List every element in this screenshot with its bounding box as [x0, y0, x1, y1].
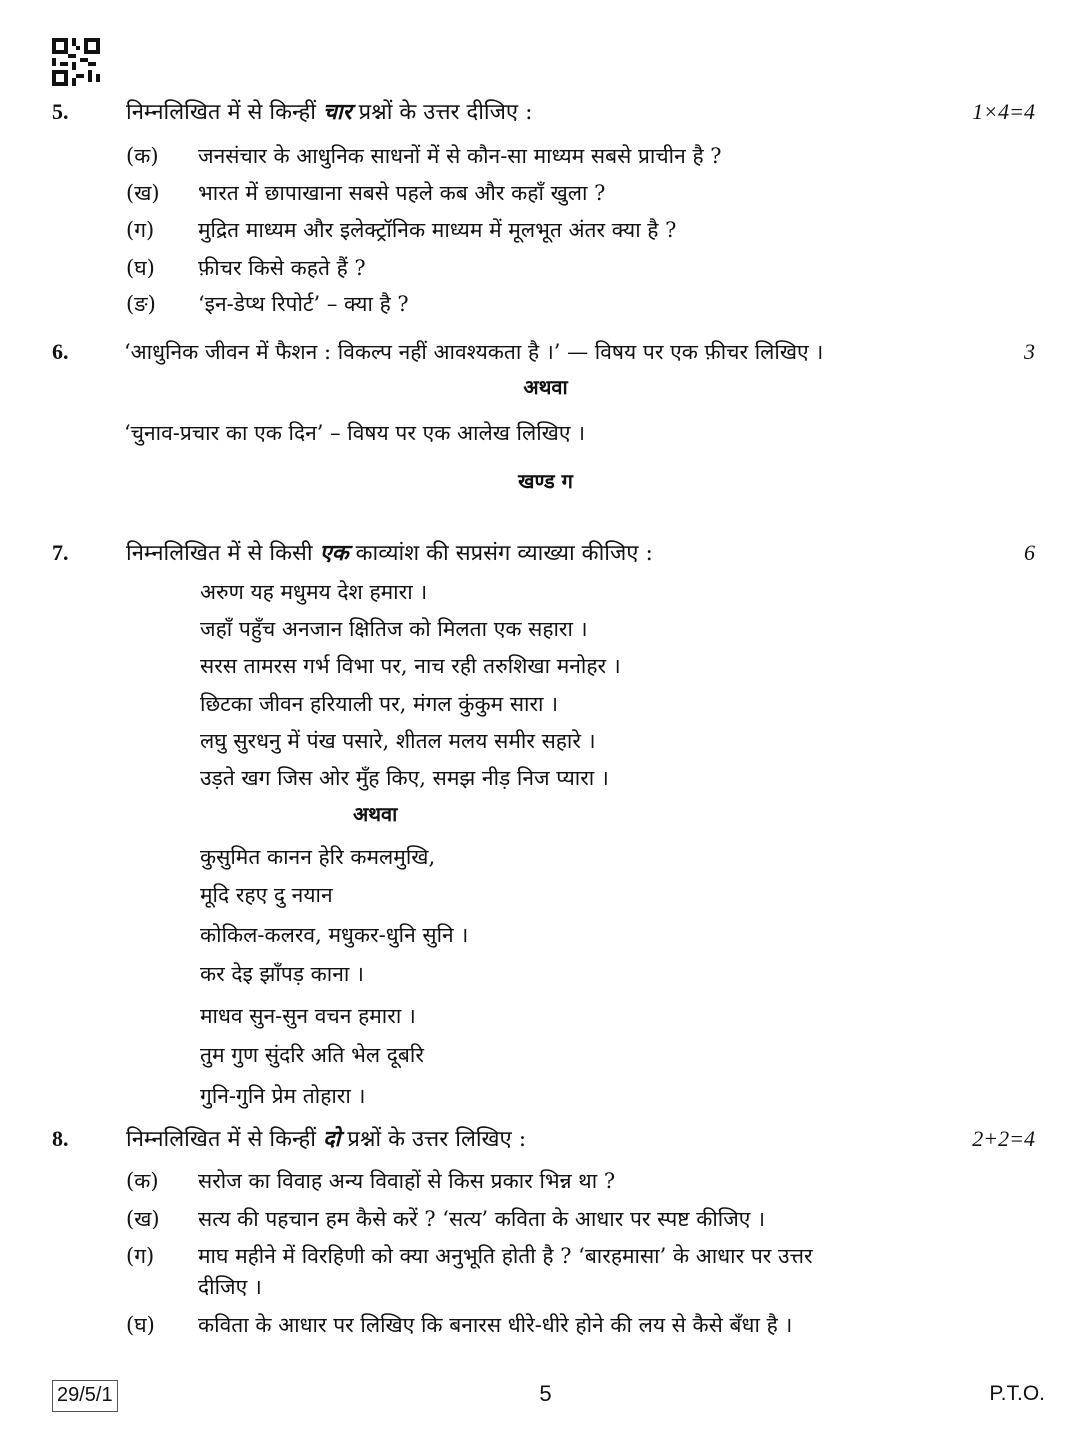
q8-option-label: (ख)	[126, 1207, 160, 1231]
q6-alt-text: ‘चुनाव-प्रचार का एक दिन’ – विषय पर एक आलेख लिखिए ।	[124, 421, 586, 445]
q5-option-text: ‘इन-डेप्थ रिपोर्ट’ – क्या है ?	[198, 292, 409, 316]
poem-line: कोकिल-कलरव, मधुकर-धुनि सुनि ।	[200, 923, 469, 947]
poem-line: कर देइ झाँपड़ काना ।	[200, 962, 364, 986]
q8-option-label: (ग)	[126, 1244, 155, 1268]
poem-line: माधव सुन-सुन वचन हमारा ।	[200, 1004, 416, 1028]
poem-line: लघु सुरधनु में पंख पसारे, शीतल मलय समीर सहारे ।	[200, 729, 596, 753]
section-heading: खण्ड ग	[518, 469, 573, 493]
q8-option-text: कविता के आधार पर लिखिए कि बनारस धीरे-धीरे होने की लय से कैसे बँधा है ।	[198, 1313, 793, 1337]
q6-number: 6.	[52, 339, 69, 364]
q8-option-text: सरोज का विवाह अन्य विवाहों से किस प्रकार भिन्न था ?	[198, 1169, 616, 1193]
q5-option-label: (घ)	[126, 256, 155, 280]
q8-number: 8.	[52, 1126, 69, 1151]
poem-line: जहाँ पहुँच अनजान क्षितिज को मिलता एक सहारा ।	[200, 617, 588, 641]
q7-number: 7.	[52, 540, 69, 565]
q7-marks: 6	[1024, 540, 1035, 565]
q6-or: अथवा	[523, 375, 568, 399]
q5-option-label: (क)	[126, 144, 159, 168]
paper-code: 29/5/1	[52, 1380, 118, 1412]
q5-option-text: मुद्रित माध्यम और इलेक्ट्रॉनिक माध्यम में मूलभूत अंतर क्या है ?	[198, 218, 677, 242]
q5-option-text: जनसंचार के आधुनिक साधनों में से कौन-सा माध्यम सबसे प्राचीन है ?	[198, 144, 722, 168]
page-number: 5	[539, 1381, 552, 1406]
q6-marks: 3	[1024, 339, 1035, 364]
q6-text: ‘आधुनिक जीवन में फैशन : विकल्प नहीं आवश्यकता है ।’ — विषय पर एक फ़ीचर लिखिए ।	[124, 340, 824, 364]
q5-option-label: (ग)	[126, 218, 155, 242]
pto-label: P.T.O.	[989, 1382, 1045, 1405]
q8-option-text: माघ महीने में विरहिणी को क्या अनुभूति होती है ? ‘बारहमासा’ के आधार पर उत्तर	[198, 1244, 813, 1268]
qr-code	[52, 38, 100, 86]
q8-option-text: सत्य की पहचान हम कैसे करें ? ‘सत्य’ कविता के आधार पर स्पष्ट कीजिए ।	[198, 1207, 766, 1231]
q8-option-label: (घ)	[126, 1313, 155, 1337]
poem-line: छिटका जीवन हरियाली पर, मंगल कुंकुम सारा ।	[200, 692, 559, 716]
q7-stem: निम्नलिखित में से किसी एक काव्यांश की सप्रसंग व्याख्या कीजिए :	[126, 540, 653, 566]
q8-option-text-cont: दीजिए ।	[198, 1275, 262, 1299]
poem-line: सरस तामरस गर्भ विभा पर, नाच रही तरुशिखा मनोहर ।	[200, 654, 621, 678]
q5-marks: 1×4=4	[972, 99, 1035, 124]
poem-line: अरुण यह मधुमय देश हमारा ।	[200, 580, 428, 604]
q5-option-label: (ङ)	[126, 292, 156, 316]
q8-option-label: (क)	[126, 1169, 159, 1193]
poem-line: उड़ते खग जिस ओर मुँह किए, समझ नीड़ निज प्यारा ।	[200, 766, 609, 790]
q5-option-text: भारत में छापाखाना सबसे पहले कब और कहाँ खुला ?	[198, 181, 606, 205]
poem-line: तुम गुण सुंदरि अति भेल दूबरि	[200, 1043, 424, 1067]
q5-number: 5.	[52, 99, 69, 124]
poem-line: मूदि रहए दु नयान	[200, 883, 333, 907]
q8-marks: 2+2=4	[972, 1126, 1035, 1151]
q5-stem: निम्नलिखित में से किन्हीं चार प्रश्नों के उत्तर दीजिए :	[126, 99, 533, 125]
poem-line: कुसुमित कानन हेरि कमलमुखि,	[200, 845, 436, 869]
q5-option-label: (ख)	[126, 181, 160, 205]
q5-option-text: फ़ीचर किसे कहते हैं ?	[198, 256, 366, 280]
q7-or: अथवा	[353, 802, 398, 826]
q8-stem: निम्नलिखित में से किन्हीं दो प्रश्नों के उत्तर लिखिए :	[126, 1126, 527, 1152]
poem-line: गुनि-गुनि प्रेम तोहारा ।	[200, 1084, 366, 1108]
